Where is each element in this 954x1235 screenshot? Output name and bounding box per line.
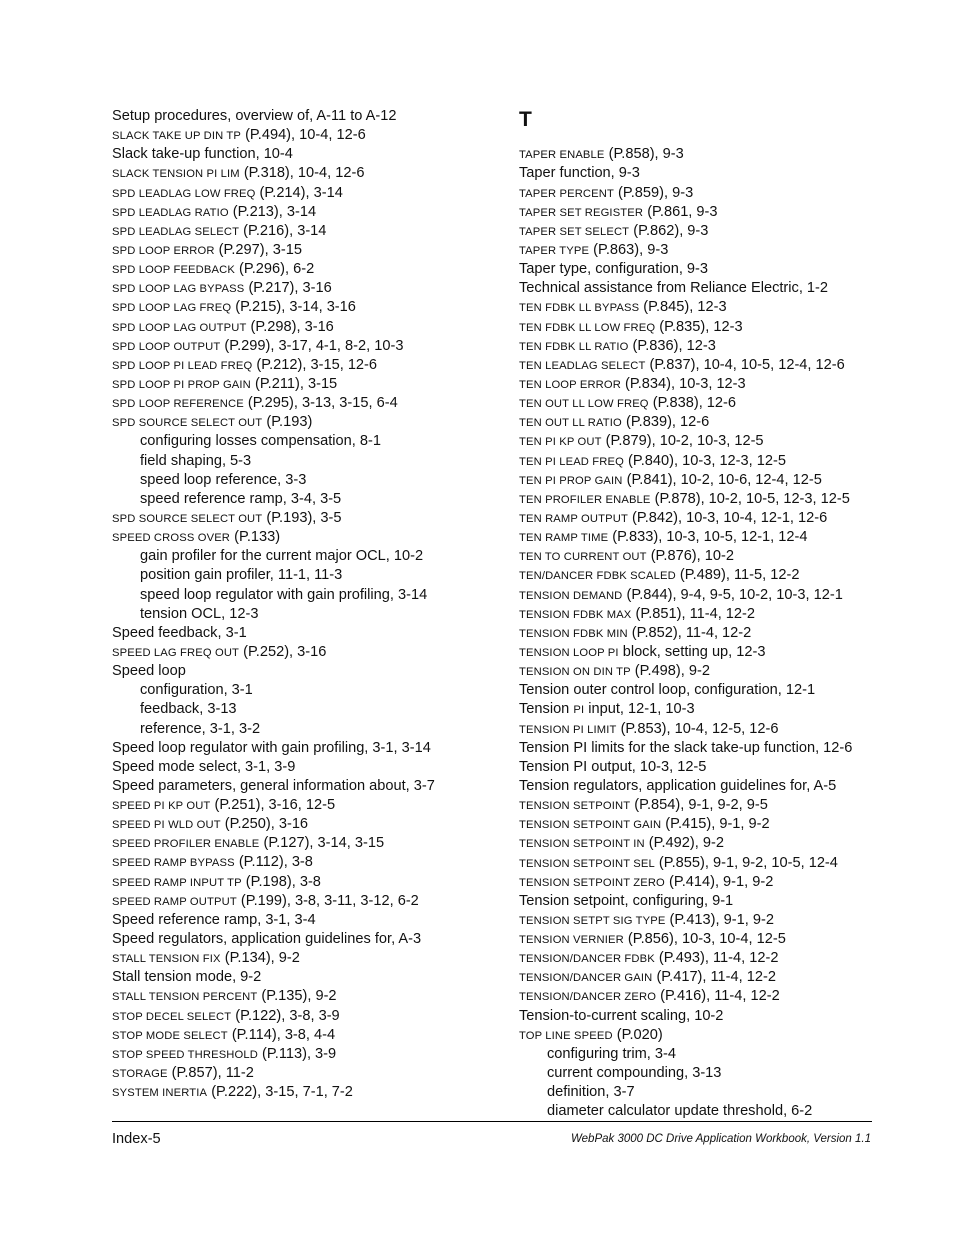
index-entry: [112, 528, 512, 547]
entry-text: (P.211), 3-15: [250, 375, 338, 392]
entry-text: (P.851), 11-4, 12-2: [631, 605, 756, 622]
parameter-name: TAPER PERCENT: [519, 187, 614, 200]
index-subentry: [519, 1083, 879, 1102]
entry-text: Speed feedback, 3-1: [112, 624, 247, 641]
entry-text: (P.854), 9-1, 9-2, 9-5: [630, 797, 768, 814]
index-entry: [519, 892, 879, 911]
entry-text: (P.135), 9-2: [257, 988, 337, 1005]
parameter-name: SPD LEADLAG RATIO: [112, 206, 229, 219]
entry-text: (P.127), 3-14, 3-15: [259, 835, 385, 852]
index-entry: [112, 873, 512, 892]
parameter-name: TENSION/DANCER ZERO: [519, 991, 657, 1004]
parameter-name: TENSION VERNIER: [519, 934, 624, 947]
entry-text: position gain profiler, 11-1, 11-3: [140, 567, 343, 584]
entry-text: Tension regulators, application guidelines for, A-5: [519, 777, 837, 794]
index-entry: [519, 356, 879, 375]
index-entry: [519, 222, 879, 241]
index-subentry: [112, 490, 512, 509]
index-entry: [112, 911, 512, 930]
index-entry: [112, 375, 512, 394]
entry-text: (P.199), 3-8, 3-11, 3-12, 6-2: [236, 892, 419, 909]
entry-text: Tension-to-current scaling, 10-2: [519, 1007, 724, 1024]
index-entry: [519, 949, 879, 968]
parameter-name: TEN OUT LL RATIO: [519, 417, 622, 430]
entry-text: (P.855), 9-1, 9-2, 10-5, 12-4: [654, 854, 838, 871]
index-entry: [112, 834, 512, 853]
parameter-name: TENSION SETPOINT IN: [519, 838, 645, 851]
entry-text: (P.837), 10-4, 10-5, 12-4, 12-6: [645, 356, 845, 373]
entry-text: (P.296), 6-2: [234, 261, 315, 278]
index-entry: [519, 432, 879, 451]
parameter-name: TAPER TYPE: [519, 245, 590, 257]
entry-text: (P.498), 9-2: [630, 663, 710, 680]
entry-text: (P.295), 3-13, 3-15, 6-4: [243, 395, 398, 412]
entry-text: (P.134), 9-2: [220, 950, 300, 967]
page-number: Index-5: [112, 1131, 161, 1147]
index-entry: [112, 1026, 512, 1045]
entry-text: (P.857), 11-2: [167, 1065, 254, 1082]
parameter-name: SPD LOOP LAG OUTPUT: [112, 321, 247, 334]
parameter-name: TENSION SETPT SIG TYPE: [519, 914, 666, 927]
entry-text: Tension outer control loop, configuration, 12-1: [519, 682, 816, 699]
index-entry: [519, 471, 879, 490]
index-entry: [519, 1026, 879, 1045]
entry-text: (P.213), 3-14: [228, 203, 317, 220]
index-subentry: [112, 681, 512, 700]
index-entry: [519, 566, 879, 585]
parameter-name: STOP SPEED THRESHOLD: [112, 1048, 258, 1061]
parameter-name: TEN TO CURRENT OUT: [519, 551, 647, 564]
index-entry: [519, 700, 879, 719]
index-entry: [112, 394, 512, 413]
index-subentry: [112, 566, 512, 585]
entry-text: (P.859), 9-3: [613, 184, 694, 201]
index-entry: [519, 643, 879, 662]
entry-text: (P.414), 9-1, 9-2: [664, 873, 774, 890]
index-entry: [112, 298, 512, 317]
parameter-name: SPEED RAMP BYPASS: [112, 857, 235, 870]
entry-text: (P.298), 3-16: [246, 318, 334, 335]
index-entry: [112, 624, 512, 643]
parameter-name: TENSION FDBK MIN: [519, 627, 628, 640]
entry-text: (P.853), 10-4, 12-5, 12-6: [616, 720, 779, 737]
entry-text: field shaping, 5-3: [140, 452, 252, 469]
index-entry: [112, 356, 512, 375]
index-entry: [519, 337, 879, 356]
index-entry: [112, 815, 512, 834]
entry-text: (P.863), 9-3: [589, 242, 669, 258]
parameter-name: SPEED PI KP OUT: [112, 800, 211, 813]
entry-text: speed loop reference, 3-3: [140, 471, 307, 488]
entry-text: (P.214), 3-14: [255, 184, 343, 201]
index-subentry: [519, 1064, 879, 1083]
entry-text: (P.842), 10-3, 10-4, 12-1, 12-6: [627, 509, 828, 526]
entry-text: Taper type, configuration, 9-3: [519, 261, 709, 278]
index-entry: [112, 337, 512, 356]
entry-text: (P.413), 9-1, 9-2: [665, 911, 774, 928]
parameter-name: SPD LOOP PI LEAD FREQ: [112, 359, 253, 372]
index-entry: [519, 528, 879, 547]
parameter-name: SPEED CROSS OVER: [112, 532, 231, 545]
entry-text: configuring losses compensation, 8-1: [140, 433, 381, 450]
parameter-name: SPD LOOP FEEDBACK: [112, 264, 235, 277]
entry-text: configuring trim, 3-4: [547, 1045, 676, 1062]
parameter-name: STORAGE: [112, 1068, 168, 1081]
parameter-name: TEN RAMP OUTPUT: [519, 512, 628, 525]
entry-text: (P.835), 12-3: [655, 318, 743, 335]
entry-text: Speed parameters, general information about, 3-7: [112, 777, 435, 794]
parameter-name: SPEED PI WLD OUT: [112, 819, 221, 832]
entry-text: Speed mode select, 3-1, 3-9: [112, 758, 296, 775]
entry-text: Taper function, 9-3: [519, 165, 640, 182]
parameter-name: TENSION SETPOINT GAIN: [519, 819, 662, 832]
entry-text: (P.878), 10-2, 10-5, 12-3, 12-5: [650, 490, 850, 507]
entry-text: (P.215), 3-14, 3-16: [231, 299, 356, 316]
entry-text: (P.222), 3-15, 7-1, 7-2: [207, 1084, 353, 1101]
index-subentry: [519, 1045, 879, 1064]
index-entry: [519, 298, 879, 317]
index-entry: [519, 873, 879, 892]
book-title: WebPak 3000 DC Drive Application Workbook, Version 1.1: [571, 1133, 871, 1145]
index-subentry: [112, 605, 512, 624]
index-entry: [519, 777, 879, 796]
parameter-name: SPEED RAMP INPUT TP: [112, 876, 242, 889]
parameter-name: TEN/DANCER FDBK SCALED: [519, 570, 676, 583]
entry-text: speed reference ramp, 3-4, 3-5: [140, 490, 342, 507]
index-entry: [519, 164, 879, 183]
index-column-left: [112, 107, 512, 1102]
index-entry: [112, 1064, 512, 1083]
parameter-name: TENSION ON DIN TP: [519, 666, 631, 679]
index-entry: [112, 968, 512, 987]
parameter-name: TOP LINE SPEED: [519, 1029, 613, 1042]
parameter-name: SPD LOOP ERROR: [112, 244, 215, 257]
index-entry: [519, 145, 879, 164]
entry-text: reference, 3-1, 3-2: [140, 720, 261, 737]
entry-text: (P.416), 11-4, 12-2: [656, 988, 780, 1005]
entry-text: (P.415), 9-1, 9-2: [661, 816, 770, 833]
parameter-name: TEN LOOP ERROR: [519, 378, 621, 391]
footer-rule: [112, 1121, 872, 1122]
entry-text: (P.217), 3-16: [244, 280, 332, 297]
entry-text: Slack take-up function, 10-4: [112, 146, 293, 163]
index-entry: [112, 892, 512, 911]
parameter-name: PI: [573, 704, 585, 717]
entry-text: (P.836), 12-3: [628, 337, 716, 354]
entry-text: input, 12-1, 10-3: [584, 701, 695, 718]
parameter-name: SYSTEM INERTIA: [112, 1087, 208, 1100]
parameter-name: TENSION/DANCER FDBK: [519, 953, 655, 966]
entry-text: (P.489), 11-5, 12-2: [675, 567, 800, 584]
parameter-name: SPD LOOP REFERENCE: [112, 398, 244, 411]
entry-text: (P.856), 10-3, 10-4, 12-5: [623, 931, 786, 948]
entry-text: (P.122), 3-8, 3-9: [231, 1007, 340, 1024]
entry-text: (P.216), 3-14: [239, 222, 327, 239]
index-entry: [112, 107, 512, 126]
index-entry: [519, 854, 879, 873]
index-entry: [112, 1045, 512, 1064]
index-entry: [519, 260, 879, 279]
entry-text: (P.114), 3-8, 4-4: [227, 1026, 336, 1043]
parameter-name: TENSION PI LIMIT: [519, 723, 617, 736]
entry-text: Speed loop: [112, 663, 186, 680]
index-entry: [112, 1083, 512, 1102]
parameter-name: TENSION/DANCER GAIN: [519, 972, 653, 985]
entry-text: (P.845), 12-3: [639, 299, 727, 316]
entry-text: (P.318), 10-4, 12-6: [239, 165, 365, 182]
parameter-name: SPEED PROFILER ENABLE: [112, 838, 260, 851]
entry-text: Tension PI output, 10-3, 12-5: [519, 758, 707, 775]
entry-text: (P.493), 11-4, 12-2: [654, 950, 779, 967]
parameter-name: SLACK TENSION PI LIM: [112, 168, 240, 181]
parameter-name: TAPER SET SELECT: [519, 225, 630, 238]
index-entry: [519, 758, 879, 777]
index-entry: [519, 413, 879, 432]
index-entry: [112, 949, 512, 968]
index-subentry: [112, 720, 512, 739]
parameter-name: TENSION SETPOINT ZERO: [519, 876, 665, 889]
entry-text: Tension PI limits for the slack take-up function, 12-6: [519, 739, 853, 756]
index-entry: [519, 815, 879, 834]
entry-text: (P.198), 3-8: [241, 873, 321, 890]
parameter-name: TEN RAMP TIME: [519, 532, 609, 545]
index-entry: [519, 662, 879, 681]
index-entry: [519, 586, 879, 605]
index-entry: [112, 145, 512, 164]
entry-text: (P.879), 10-2, 10-3, 12-5: [601, 433, 764, 450]
entry-text: (P.133): [230, 529, 281, 546]
index-entry: [519, 624, 879, 643]
parameter-name: SPD LEADLAG LOW FREQ: [112, 187, 256, 200]
index-entry: [112, 987, 512, 1006]
index-entry: [519, 605, 879, 624]
parameter-name: STOP DECEL SELECT: [112, 1010, 232, 1023]
index-subentry: [112, 432, 512, 451]
entry-text: (P.876), 10-2: [646, 548, 734, 565]
entry-text: (P.834), 10-3, 12-3: [620, 375, 746, 392]
index-entry: [519, 911, 879, 930]
index-entry: [519, 394, 879, 413]
index-entry: [112, 279, 512, 298]
parameter-name: TENSION LOOP PI: [519, 646, 619, 659]
parameter-name: SPEED RAMP OUTPUT: [112, 895, 237, 908]
entry-text: definition, 3-7: [547, 1084, 635, 1101]
parameter-name: TEN FDBK LL LOW FREQ: [519, 321, 656, 334]
index-entry: [519, 203, 879, 222]
parameter-name: TEN PI PROP GAIN: [519, 474, 623, 487]
entry-text: (P.862), 9-3: [629, 222, 709, 239]
parameter-name: TEN OUT LL LOW FREQ: [519, 398, 649, 411]
entry-text: (P.833), 10-3, 10-5, 12-1, 12-4: [608, 529, 808, 546]
entry-text: gain profiler for the current major OCL, 10-2: [140, 548, 424, 565]
entry-text: Tension setpoint, configuring, 9-1: [519, 892, 734, 909]
parameter-name: SPD LOOP LAG FREQ: [112, 302, 232, 315]
entry-text: (P.252), 3-16: [239, 643, 327, 660]
entry-text: (P.193): [262, 414, 313, 431]
index-subentry: [112, 547, 512, 566]
entry-text: (P.212), 3-15, 12-6: [252, 356, 378, 373]
index-entry: [112, 413, 512, 432]
index-entry: [519, 452, 879, 471]
index-entry: [112, 222, 512, 241]
index-entry: [112, 164, 512, 183]
entry-text: (P.297), 3-15: [214, 241, 302, 258]
index-subentry: [112, 586, 512, 605]
entry-text: (P.020): [612, 1026, 663, 1043]
entry-text: block, setting up, 12-3: [618, 643, 766, 660]
index-entry: [112, 126, 512, 145]
index-entry: [112, 739, 512, 758]
index-entry: [112, 777, 512, 796]
entry-text: diameter calculator update threshold, 6-2: [547, 1103, 813, 1120]
entry-text: (P.839), 12-6: [621, 414, 710, 431]
index-entry: [112, 643, 512, 662]
entry-text: (P.838), 12-6: [648, 395, 737, 412]
index-subentry: [112, 471, 512, 490]
entry-text: (P.841), 10-2, 10-6, 12-4, 12-5: [622, 471, 822, 488]
entry-text: Stall tension mode, 9-2: [112, 969, 262, 986]
entry-text: (P.852), 11-4, 12-2: [627, 624, 752, 641]
entry-text: feedback, 3-13: [140, 701, 237, 718]
entry-text: (P.417), 11-4, 12-2: [652, 969, 776, 986]
parameter-name: STALL TENSION PERCENT: [112, 991, 258, 1004]
index-entry: [112, 203, 512, 222]
parameter-name: TENSION SETPOINT SEL: [519, 857, 655, 870]
entry-text: (P.299), 3-17, 4-1, 8-2, 10-3: [220, 337, 404, 354]
index-entry: [112, 1007, 512, 1026]
index-column-right: [519, 107, 879, 1121]
index-entry: [112, 260, 512, 279]
entry-text: (P.112), 3-8: [234, 854, 313, 871]
entry-text: configuration, 3-1: [140, 682, 253, 699]
entry-text: (P.113), 3-9: [258, 1045, 337, 1062]
index-subentry: [519, 1102, 879, 1121]
parameter-name: TEN LEADLAG SELECT: [519, 359, 646, 372]
entry-text: Speed regulators, application guidelines for, A-3: [112, 931, 422, 948]
parameter-name: TAPER ENABLE: [519, 149, 605, 162]
index-entry: [519, 1007, 879, 1026]
parameter-name: SPD LOOP LAG BYPASS: [112, 283, 245, 296]
entry-text: (P.193), 3-5: [262, 509, 342, 526]
entry-text: (P.844), 9-4, 9-5, 10-2, 10-3, 12-1: [622, 586, 843, 603]
index-entry: [112, 758, 512, 777]
entry-text: (P.251), 3-16, 12-5: [210, 797, 336, 814]
entry-text: (P.492), 9-2: [644, 835, 724, 852]
index-entry: [112, 509, 512, 528]
parameter-name: SPD LOOP PI PROP GAIN: [112, 378, 251, 391]
entry-text: Speed reference ramp, 3-1, 3-4: [112, 911, 316, 928]
index-entry: [519, 184, 879, 203]
index-entry: [519, 490, 879, 509]
entry-text: Technical assistance from Reliance Electric, 1-2: [519, 280, 829, 297]
index-entry: [519, 796, 879, 815]
parameter-name: SPD LEADLAG SELECT: [112, 225, 240, 238]
index-entry: [112, 184, 512, 203]
index-entry: [519, 987, 879, 1006]
entry-text: current compounding, 3-13: [547, 1065, 722, 1082]
parameter-name: TEN PI LEAD FREQ: [519, 455, 624, 468]
index-entry: [519, 968, 879, 987]
entry-text: (P.840), 10-3, 12-3, 12-5: [623, 452, 786, 469]
index-entry: [519, 739, 879, 758]
section-letter: T: [519, 108, 532, 131]
index-entry: [519, 681, 879, 700]
entry-text: (P.494), 10-4, 12-6: [241, 127, 366, 144]
entry-text: Setup procedures, overview of, A-11 to A-12: [112, 108, 397, 124]
index-entry: [112, 318, 512, 337]
entry-text: (P.858), 9-3: [604, 146, 684, 163]
index-entry: [519, 834, 879, 853]
parameter-name: TEN FDBK LL RATIO: [519, 340, 629, 353]
entry-text: (P.861, 9-3: [643, 203, 718, 220]
parameter-name: SLACK TAKE UP DIN TP: [112, 130, 242, 143]
index-entry: [112, 930, 512, 949]
index-entry: [112, 796, 512, 815]
entry-text: speed loop regulator with gain profiling, 3-14: [140, 586, 428, 603]
parameter-name: SPD SOURCE SELECT OUT: [112, 417, 263, 430]
parameter-name: STALL TENSION FIX: [112, 953, 221, 966]
parameter-name: SPD LOOP OUTPUT: [112, 340, 221, 353]
index-subentry: [112, 452, 512, 471]
index-entry: [519, 720, 879, 739]
entry-text: tension OCL, 12-3: [140, 605, 259, 622]
parameter-name: TENSION SETPOINT: [519, 800, 631, 813]
parameter-name: TEN FDBK LL BYPASS: [519, 302, 640, 315]
parameter-name: TEN PROFILER ENABLE: [519, 493, 651, 506]
parameter-name: TENSION FDBK MAX: [519, 608, 632, 621]
entry-prefix: Tension: [519, 701, 574, 718]
parameter-name: TENSION DEMAND: [519, 589, 623, 602]
index-entry: [112, 662, 512, 681]
index-entry: [112, 853, 512, 872]
parameter-name: SPEED LAG FREQ OUT: [112, 646, 240, 659]
parameter-name: TEN PI KP OUT: [519, 436, 602, 449]
index-entry: [519, 241, 879, 260]
index-subentry: [112, 700, 512, 719]
index-entry: [112, 241, 512, 260]
index-entry: [519, 930, 879, 949]
entry-text: Speed loop regulator with gain profiling, 3-1, 3-14: [112, 739, 431, 756]
index-entry: [519, 279, 879, 298]
index-entry: [519, 509, 879, 528]
index-entry: [519, 318, 879, 337]
index-entry: [519, 375, 879, 394]
entry-text: (P.250), 3-16: [220, 816, 309, 833]
parameter-name: STOP MODE SELECT: [112, 1029, 228, 1042]
parameter-name: TAPER SET REGISTER: [519, 206, 644, 219]
index-entry: [519, 547, 879, 566]
parameter-name: SPD SOURCE SELECT OUT: [112, 512, 263, 525]
